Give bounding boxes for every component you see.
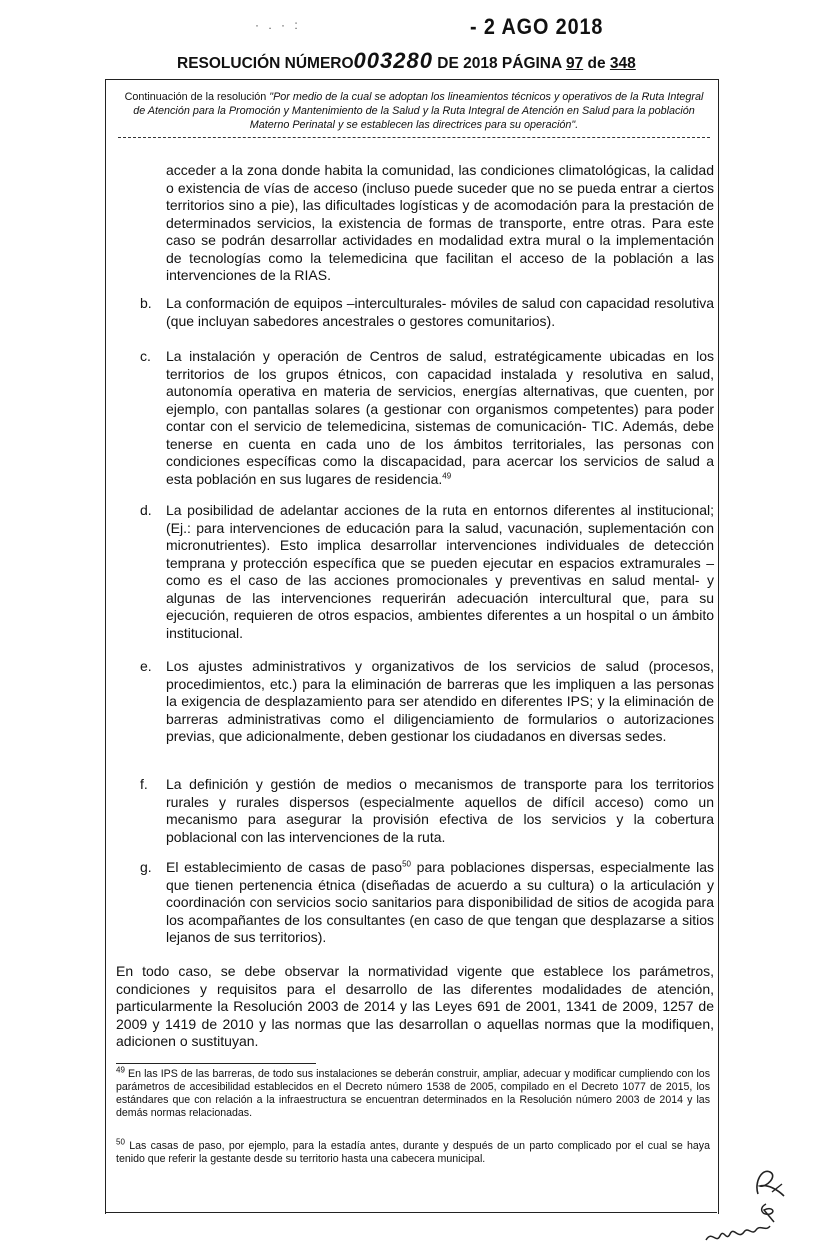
dashed-separator bbox=[118, 137, 710, 138]
footnote-rule bbox=[116, 1063, 316, 1064]
footnote-number: 50 bbox=[116, 1137, 125, 1147]
footnote-49: $^{49}$ En las IPS de las barreras, de todo sus instalaciones se deberán construir, ampliar, adecuar y modificar cumpliendo con los parámetros de accesibilidad establecidos en el Decreto número 1538 de 2005, compilado en el Decreto 1077 de 2015, los estándares que con relación a la infraestructura se encuentran determinados en la Resolución número 2003 de 2014 y las demás normas relacionadas. bbox=[116, 1065, 710, 1119]
closing-paragraph: En todo caso, se debe observar la normatividad vigente que establece los parámetros, condiciones y requisitos para el desarrollo de las diferentes modalidades de atención, particularmente la Resolución 2003 de 2014 y las Leyes 691 de 2001, 1341 de 2009, 1257 de 2009 y 1419 de 2010 y las normas que las desarrollan o aquellas normas que la modifiquen, adicionen o sustituyan. bbox=[116, 963, 714, 1049]
list-marker: g. bbox=[140, 859, 152, 875]
header-of: de bbox=[587, 55, 606, 72]
page-frame-bottom bbox=[105, 1212, 717, 1213]
header-prefix: RESOLUCIÓN NÚMERO bbox=[177, 55, 354, 72]
scan-specks: · . · : bbox=[255, 18, 301, 32]
continuation-note bbox=[118, 90, 710, 132]
date-stamp: - 2 AGO 2018 bbox=[470, 14, 604, 39]
page-number: 97 bbox=[565, 55, 584, 72]
footnote-ref-50: 50 bbox=[402, 859, 411, 869]
list-marker: b. bbox=[140, 295, 152, 311]
footnote-50: $^{50}$ Las casas de paso, por ejemplo, para la estadía antes, durante y después de un parto complicado por el cual se haya tenido que referir la gestante desde su territorio hasta una cabecera municipal. bbox=[116, 1137, 710, 1165]
list-marker: d. bbox=[140, 502, 152, 518]
list-marker: f. bbox=[140, 776, 148, 792]
list-item-text: La definición y gestión de medios o mecanismos de transporte para los territorios rurales y rurales dispersos (especialmente aquellos de difícil acceso) como un mecanismo para asegurar la provisión efectiva de los servicios y la cobertura poblacional con las intervenciones de la ruta. bbox=[166, 776, 714, 845]
initials-signature bbox=[748, 1164, 790, 1200]
list-item-text: La posibilidad de adelantar acciones de la ruta en entornos diferentes al institucional; (Ej.: para intervenciones de educación para la salud, vacunación, suplementación con micronutrientes). Esto implica desarrollar intervenciones individuales de detección temprana y protección específica que se pueden ejecutar en espacios extramurales –como es el caso de las acciones promocionales y preventivas en salud mental- y algunas de las intervenciones requerirán adecuación intercultural que, para su ejecución, requieren de otros espacios, ambientes diferentes a un hospital o un ámbito institucional. bbox=[166, 502, 714, 641]
list-item-text: La conformación de equipos –interculturales- móviles de salud con capacidad resolutiva (que incluyan sabedores ancestrales o gestores comunitarios). bbox=[166, 295, 714, 329]
list-item-text: El establecimiento de casas de paso$^{50}$ para poblaciones dispersas, especialmente las que tienen pertenencia étnica (diseñadas de acuerdo a su cultura) o la articulación y coordinación con servicios socio sanitarios para disponibilidad de sitios de acogida para los acompañantes de los consultantes (en caso de que tengan que desplazarse a sitios lejanos de sus territorios). bbox=[166, 859, 715, 945]
continuation-lead: Continuación de la resolución bbox=[124, 91, 267, 103]
page-header bbox=[177, 48, 697, 74]
list-item-text: La instalación y operación de Centros de salud, estratégicamente ubicadas en los territorios de los grupos étnicos, con capacidad instalada y resolutiva en salud, autonomía operativa en materia de servicios, energías alternativas, que cuenten, por ejemplo, con pantallas solares (a gestionar con organismos competentes) para poder contar con el servicio de telemedicina, sistemas de comunicación- TIC. Además, debe tenerse en cuenta en cada uno de los ámbitos territoriales, las personas con condiciones específicas como la discapacidad, para acercar los servicios de salud a esta población en sus lugares de residencia.$^{49}$ bbox=[166, 348, 714, 487]
resolution-number: 003280 bbox=[353, 48, 433, 73]
list-marker: c. bbox=[140, 348, 151, 364]
list-marker: e. bbox=[140, 658, 152, 674]
resolution-title-quote: "Por medio de la cual se adoptan los lineamientos técnicos y operativos de la Ruta Integral de Atención para la Promoción y Mantenimiento de la Salud y la Ruta Integral de Atención en Salud para la población Materno Perinatal y se establecen las directrices para su operación". bbox=[133, 91, 704, 131]
handwritten-signature bbox=[700, 1200, 790, 1252]
header-mid: DE 2018 PÁGINA bbox=[437, 55, 562, 72]
page-total: 348 bbox=[609, 55, 636, 72]
list-item-text: Los ajustes administrativos y organizativos de los servicios de salud (procesos, procedimientos, etc.) para la eliminación de barreras que les impliquen a las personas la exigencia de desplazamiento para ser atendido en diferentes IPS; y la eliminación de barreras administrativas como el diligenciamiento de formularios o autorizaciones previas, que adicionalmente, deben gestionar los ciudadanos en diversas sedes. bbox=[166, 658, 714, 744]
continued-paragraph: acceder a la zona donde habita la comunidad, las condiciones climatológicas, la calidad o existencia de vías de acceso (incluso puede suceder que no se pueda entrar a ciertos territorios sino a pie), las dificultades logísticas y de acomodación para la prestación de determinados servicios, la existencia de formas de transporte, entre otras. Para este caso se podrán desarrollar actividades en modalidad extra mural o la implementación de tecnologías como la telemedicina que facilitan el acceso de la población a las intervenciones de la RIAS. bbox=[166, 162, 714, 283]
footnote-number: 49 bbox=[116, 1065, 125, 1075]
footnote-ref-49: 49 bbox=[442, 470, 452, 480]
